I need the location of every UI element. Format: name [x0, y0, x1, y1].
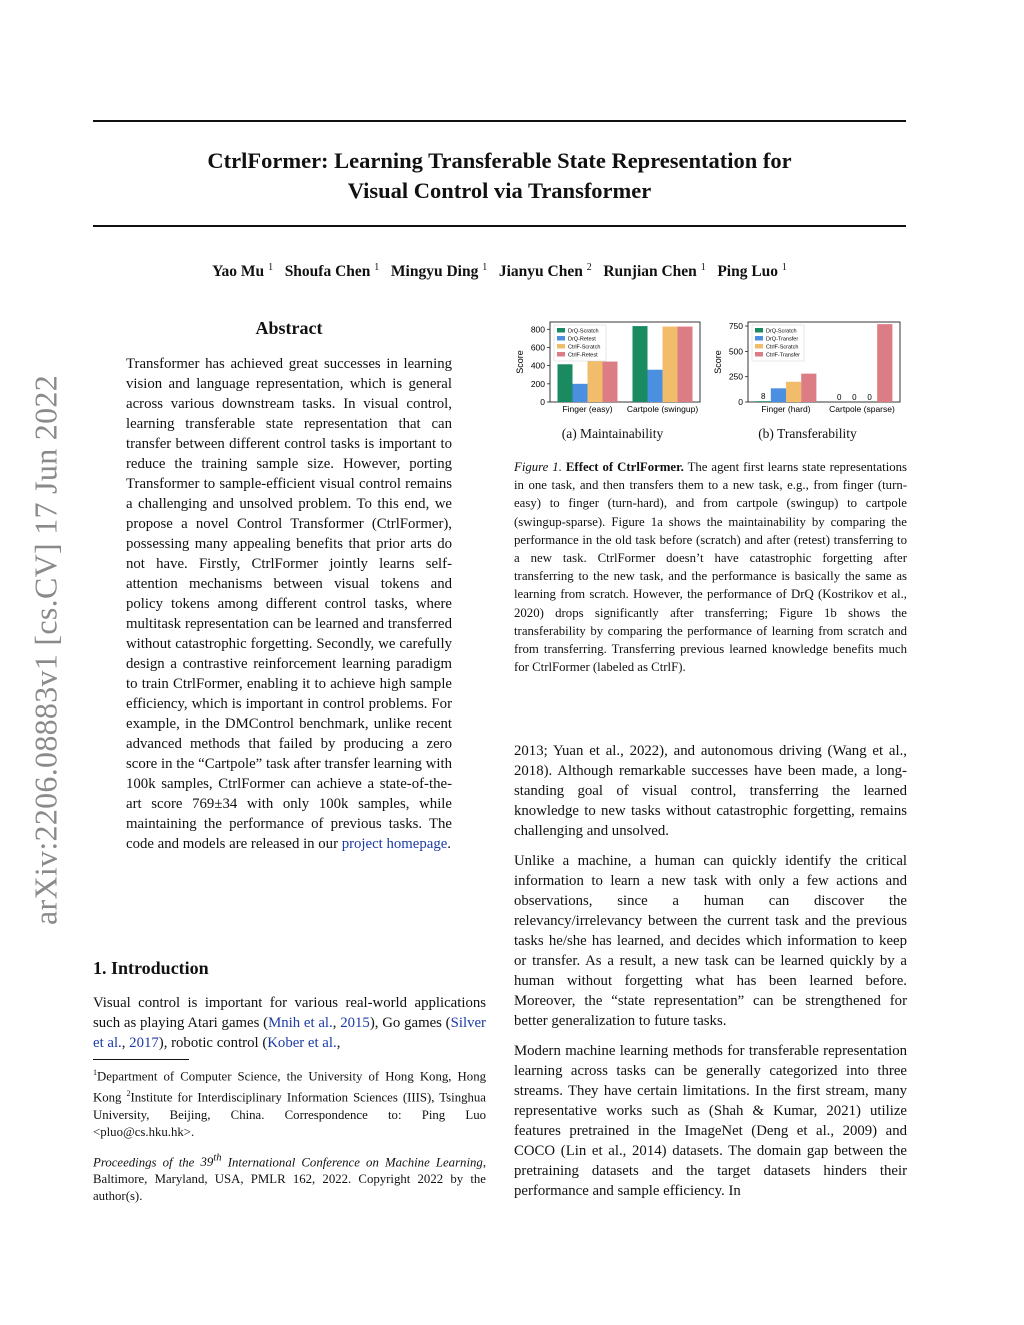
data-label: 0	[867, 393, 872, 402]
bar	[786, 382, 801, 402]
paragraph: Unlike a machine, a human can quickly identify the critical information to learn a new task with only a few actions and observations, since a human can discover the relevancy/irrelevancy between the current task and the previous tasks he/she has learned, and decides which information to keep or transfer. As a result, a new task can be learned quickly by a human without forgetting what has been learned before. Moreover, the “state representation” can be strengthened for better generalization to future tasks.	[514, 853, 907, 1029]
y-axis-label: Score	[713, 350, 723, 374]
caption-text: The agent first learns state representations in one task, and then transfers them to a new task, e.g., from finger (turn-easy) to finger (turn-hard), and from cartpole (swingup) to cartpole (swingup-sparse). Figure 1a shows the maintainability by comparing the performance in the old task before (scratch) and after (retest) transferring to a new task. CtrlFormer doesn’t have catastrophic forgetting after transferring to the new task, and the performance is basically the same as learning from scratch. However, the performance of DrQ (Kostrikov et al., 2020) drops significantly after transferring; Figure 1b shows the transferability by comparing the performance of learning from scratch and from transferring. Transferring previous learned knowledge benefits much for CtrlFormer (labeled as CtrlF).	[514, 460, 908, 675]
proceedings-note: Proceedings of the 39th International Conference on Machine Learning, Baltimore, Maryland, USA, PMLR 162, 2022. Copyright 2022 by the author(s).	[93, 1153, 487, 1204]
legend-label: DrQ-Scratch	[568, 328, 599, 335]
proceedings-sup: th	[213, 1153, 222, 1164]
author-list	[93, 262, 906, 281]
citation-link[interactable]: Mnih et al.	[268, 1015, 333, 1031]
legend-label: CtrlF-Scratch	[766, 344, 799, 351]
proceedings-text-3: , Baltimore, Maryland, USA, PMLR 162, 2022. Copyright 2022 by the author(s).	[93, 1155, 487, 1204]
author-affiliation: 1	[482, 262, 488, 273]
paragraph: Modern machine learning methods for transferable representation learning across tasks can be generally categorized into three streams. They have certain limitations. In the first stream, many representative works such as (Shah & Kumar, 2021) utilize features pretrained in the ImageNet (Deng et al., 2009) and COCO (Lin et al., 2014) datasets. The domain gap between the pretraining datasets and the target datasets hinders their performance and sample efficiency. In	[514, 1043, 907, 1199]
arxiv-watermark	[24, 360, 68, 940]
legend-swatch	[557, 328, 565, 333]
author: Mingyu Ding	[390, 263, 479, 281]
intro-text-3: ), robotic control (	[158, 1035, 268, 1051]
y-tick-label: 500	[728, 346, 743, 357]
bar	[771, 388, 786, 402]
legend-label: CtrlF-Scratch	[568, 344, 601, 351]
title-bottom-rule	[93, 225, 906, 227]
author: Ping Luo	[717, 263, 779, 281]
footnote-text-2: Institute for Interdisciplinary Information Sciences (IIIS), Tsinghua University, Beijing, China. Correspondence to: Ping Luo <pluo@cs.hku.hk>.	[93, 1090, 486, 1139]
bar	[678, 327, 693, 402]
bar	[877, 324, 892, 402]
legend-swatch	[557, 352, 565, 357]
figure-1b-chart	[712, 318, 906, 422]
y-axis-label: Score	[515, 350, 525, 374]
bar	[588, 360, 603, 402]
x-tick-label: Finger (easy)	[562, 404, 613, 414]
caption-bold: Effect of CtrlFormer.	[565, 460, 684, 474]
legend-swatch	[755, 336, 763, 341]
abstract-heading: Abstract	[255, 318, 323, 338]
author-affiliation: 1	[700, 262, 706, 273]
y-tick-label: 800	[530, 324, 545, 335]
legend-swatch	[557, 344, 565, 349]
legend-swatch	[557, 336, 565, 341]
bar	[756, 401, 771, 402]
caption-label: Figure 1.	[514, 460, 562, 474]
citation-year-link[interactable]: 2015	[340, 1015, 370, 1031]
figure-1a-chart	[514, 318, 714, 422]
bar	[558, 364, 573, 402]
y-tick-label: 600	[530, 342, 545, 353]
intro-text-4: ,	[336, 1035, 341, 1051]
y-tick-label: 200	[530, 378, 545, 389]
figure-caption	[514, 458, 907, 676]
bar	[603, 362, 618, 402]
legend-label: DrQ-Transfer	[766, 336, 799, 343]
y-tick-label: 400	[530, 360, 545, 371]
abstract-body: Transformer has achieved great successes in learning vision and language representation, which is general across various downstream tasks. In visual control, learning transferable state representation that can transfer between different control tasks is important to reduce the training sample size. However, porting Transformer to sample-efficient visual control remains a challenging and unsolved problem. To this end, we propose a novel Control Transformer (CtrlFormer), possessing many appealing benefits that prior arts do not have. Firstly, CtrlFormer jointly learns self-attention mechanisms between visual tokens and policy tokens among different control tasks, where multitask representation can be learned and transferred without catastrophic forgetting. Secondly, we carefully design a contrastive reinforcement learning paradigm to train CtrlFormer, enabling it to achieve high sample efficiency, which is important in control problems. For example, in the DMControl benchmark, unlike recent advanced methods that failed by producing a zero score in the “Cartpole” task after transfer learning with 100k samples, CtrlFormer can achieve a state-of-the-art score 769±34 with only 100k samples, while maintaining the performance of previous tasks. The code and models are released in our	[126, 356, 452, 852]
title-line-1: CtrlFormer: Learning Transferable State Representation for	[207, 148, 792, 173]
author-affiliation: 1	[268, 262, 274, 273]
y-tick-label: 250	[728, 371, 743, 382]
project-homepage-link[interactable]: project homepage	[341, 836, 448, 852]
subcaption-a: (a) Maintainability	[561, 426, 664, 441]
bar	[801, 374, 816, 402]
data-label: 0	[852, 393, 857, 402]
bar	[633, 326, 648, 402]
footnote-text-1: Department of Computer Science, the University of Hong Kong, Hong Kong	[93, 1069, 486, 1105]
author-affiliation: 1	[374, 262, 380, 273]
top-rule	[93, 120, 906, 122]
legend-swatch	[755, 344, 763, 349]
right-paragraph-3	[514, 1041, 907, 1201]
author: Yao Mu	[212, 263, 265, 281]
citation-link[interactable]: Kober et al.	[267, 1035, 337, 1051]
author: Runjian Chen	[603, 263, 697, 281]
data-label: 0	[836, 393, 842, 402]
y-tick-label: 0	[738, 397, 743, 407]
y-tick-label: 0	[540, 397, 545, 407]
right-paragraph-1	[514, 741, 907, 841]
citation-link[interactable]: Silver et al.	[93, 1015, 486, 1051]
legend-label: CtrlF-Transfer	[766, 352, 801, 359]
title-line-2: Visual Control via Transformer	[347, 178, 652, 203]
author-affiliation: 2	[586, 262, 592, 273]
intro-text-2: ), Go games (	[369, 1015, 451, 1031]
citation-year-link[interactable]: 2017	[129, 1035, 159, 1051]
abstract-end: .	[447, 836, 451, 852]
paragraph: 2013; Yuan et al., 2022), and autonomous driving (Wang et al., 2018). Although remarkable successes have been made, a long-standing goal of visual control, transferring the learned knowledge to new tasks without catastrophic forgetting, remains challenging and unsolved.	[514, 743, 907, 839]
bar	[663, 327, 678, 402]
proceedings-text-2: International Conference on Machine Learning	[227, 1155, 483, 1170]
paper-title	[93, 146, 906, 206]
abstract-text	[126, 354, 452, 854]
legend-swatch	[755, 328, 763, 333]
author: Shoufa Chen	[284, 263, 371, 281]
y-tick-label: 750	[728, 321, 743, 332]
subcaption-b: (b) Transferability	[758, 426, 857, 441]
author: Jianyu Chen	[498, 263, 583, 281]
introduction-text: Visual control is important for various real-world applications such as playing Atari games (Mnih et al., 2015), Go games (Silver et al., 2017), robotic control (Kober et al.,	[93, 995, 486, 1051]
intro-text-1: Visual control is important for various real-world applications such as playing Atari games (	[93, 995, 486, 1031]
legend-label: DrQ-Scratch	[766, 328, 797, 335]
data-label: 8	[760, 392, 766, 402]
bar	[573, 384, 588, 402]
right-paragraph-2	[514, 851, 907, 1031]
affiliation-footnote: $^1$Department of Computer Science, the University of Hong Kong, Hong Kong $^2$Institute for Interdisciplinary Information Sciences (IIIS), Tsinghua University, Beijing, China. Correspondence to: Ping Luo <pluo@cs.hku.hk>.	[93, 1068, 486, 1139]
x-tick-label: Cartpole (sparse)	[829, 404, 895, 414]
legend-label: CtrlF-Retest	[568, 352, 598, 359]
introduction-heading: 1. Introduction	[93, 958, 209, 978]
legend-swatch	[755, 352, 763, 357]
bar	[648, 370, 663, 402]
legend-label: DrQ-Retest	[568, 336, 596, 343]
x-tick-label: Finger (hard)	[761, 404, 811, 414]
author-affiliation: 1	[781, 262, 787, 273]
footnote-rule	[93, 1059, 189, 1060]
arxiv-id: arXiv:2206.08883v1 [cs.CV] 17 Jun 2022	[27, 374, 64, 926]
proceedings-text-1: Proceedings of the	[93, 1155, 195, 1170]
x-tick-label: Cartpole (swingup)	[626, 404, 699, 414]
